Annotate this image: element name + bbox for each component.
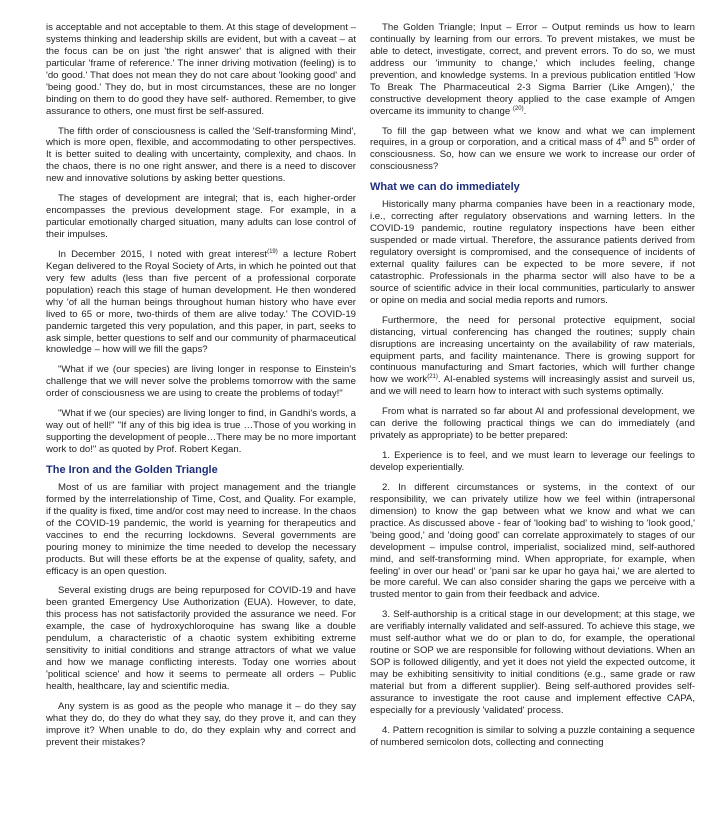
text-run: . <box>523 105 527 117</box>
paragraph: Most of us are familiar with project management and the triangle formed by the interrelationship of Time, Cost, and Quality. For example, if the quality is fixed, time and/or cost may need to increase. In the chaos of the COVID-19 pandemic, the world is yearning for therapeutics and vaccines to end the recurring lockdowns. Several governments are pouring money to minimize the time needed to develop the necessary products. But will these efforts be at the expense of quality, safety, and efficacy is an open question. <box>46 481 356 577</box>
paragraph <box>370 315 695 399</box>
right-column <box>370 22 695 834</box>
text-run: order of consciousness. So, how can we ensure we work to increase our order of consciousness? <box>370 137 695 173</box>
list-item: 2. In different circumstances or systems, in the context of our responsibility, we can privately utilize how we feel within (intrapersonal dimension) to know the gap between what we know and what we can practice. As discussed above - fear of 'looking bad' to wishing to 'look good,' 'being good,' and 'doing good' can correlate approximately to stages of our development – impulse control, imperialist, socialized mind, self-authored mind, and self-transforming mind. When appropriate, for example, when feeling' in over our head' or 'pani sar ke upar ho gaya hai,' we are alerted to be more careful. We can also consider sharing the gaps we perceive with a trusted mentor to gain from their feedback and advice. <box>370 481 695 601</box>
text-run: and 5 <box>626 137 654 149</box>
section-heading: What we can do immediately <box>370 181 520 194</box>
ordinal-superscript: th <box>621 137 627 144</box>
text-run: a lecture Robert Kegan delivered to the Royal Society of Arts, in which he pointed out that very few adults (less than five percent of a professional corporate population) reach this stage of human development. He then wondered why 'of all the human beings throughout human history who have ever lived to 65 or more, two-thirds of them are alive today.' The COVID-19 pandemic targeted this very population, and this paper, in part, seeks to ask simple, better questions to self and our community of pharmaceutical knowledge – how will we fill the gaps? <box>46 248 356 356</box>
paragraph: is acceptable and not acceptable to them. At this stage of development – systems thinking and leadership skills are evident, but with a caveat – at the focus can be on just 'the right answer' that is aligned with their particular 'frame of reference.' The inner driving motivation (feeling) is to 'do good.' That does not mean they do not care about 'looking good' and 'being good.' They do, but in most circumstances, these are no longer binding on them to do good they have self- authored. Remember, to give assurance to others, one must first be self-assured. <box>46 22 356 117</box>
ordinal-superscript: th <box>653 137 659 144</box>
paragraph: From what is narrated so far about AI and professional development, we can derive the following practical things we can do immediately (and privately as appropriate) to be better prepared: <box>370 406 695 442</box>
text-run: Furthermore, the need for personal protective equipment, social distancing, virtual conferencing has changed the routines; supply chain disruptions are increasing uncertainty on the availability of raw materials, equipment parts, and facility maintenance. There is growing support for continuous manufacturing and Smart factories, which will further change how we work <box>370 314 695 386</box>
citation-superscript: (20) <box>512 105 524 112</box>
text-run: The Golden Triangle; Input – Error – Output reminds us how to learn continually by learning from our errors. To prevent mistakes, we must be able to detect, investigate, correct, and prevent errors. To do so, we must address our 'immunity to change,' which includes feeling, change prevention, and knowledge systems. In a previous publication entitled 'How To Break The Pharmaceutical 2-3 Sigma Barrier (Like Amgen),' the constructive development theory applied to the case example of Amgen overcame its immunity to change <box>370 22 695 117</box>
text-run: In December 2015, I noted with great interest <box>58 248 268 260</box>
paragraph <box>370 22 695 118</box>
list-item: 1. Experience is to feel, and we must learn to leverage our feelings to develop experientially. <box>370 450 695 473</box>
paragraph: "What if we (our species) are living longer to find, in Gandhi's words, a way out of hell!" "If any of this big idea is true …Those of you working in supporting the development of people…There may be no more important work to do!" as quoted by Prof. Robert Kegan. <box>46 408 356 455</box>
citation-superscript: (19) <box>267 248 278 255</box>
paragraph: The fifth order of consciousness is called the 'Self-transforming Mind', which is more open, flexible, and accommodating to other perspectives. It is better suited to dealing with uncertainty, complexity, and chaos. In the chaos, there is no one right answer, and there is a need to discover new and innovative solutions by asking better questions. <box>46 125 356 185</box>
text-run: . AI-enabled systems will increasingly assist and surveil us, and we will need to learn how to interact with such systems optimally. <box>370 374 696 398</box>
section-heading: The Iron and the Golden Triangle <box>46 463 218 476</box>
paragraph: Historically many pharma companies have been in a reactionary mode, i.e., correcting after regulatory observations and warning letters. In the COVID-19 pandemic, routine regulatory inspections have been either suspended or made virtual. Therefore, the assurance patients derived from regulatory oversight is compromised, and the consequence of incidents of external quality failures can be expected to be more severe, if not catastrophic. Professionals in the pharma sector will also have to be a source of scientific advice in their local communities, particularly to answer or opine on media and social media reports and rumors. <box>370 199 695 306</box>
paragraph <box>370 126 695 174</box>
paragraph <box>46 249 356 356</box>
text-run: To fill the gap between what we know and what we can implement requires, in a group or corporation, and a critical mass of 4 <box>370 125 695 149</box>
list-item: 4. Pattern recognition is similar to solving a puzzle containing a sequence of numbered semicolon dots, collecting and connecting <box>370 724 695 748</box>
citation-superscript: (21) <box>427 374 438 381</box>
left-column <box>46 22 356 834</box>
paragraph: The stages of development are integral; that is, each higher-order encompasses the previous development stage. For example, in a particular emotionally charged situation, many adults can lose control of their impulses. <box>46 193 356 240</box>
paragraph: Any system is as good as the people who manage it – do they say what they do, do they do what they say, do they prove it, and can they improve it? When unable to do, do they explain why and correct and prevent their mistakes? <box>46 700 356 748</box>
list-item: 3. Self-authorship is a critical stage in our development; at this stage, we are verifiably internally validated and self-assured. To achieve this stage, we must self-author what we do or plan to do, for example, the operational routine or SOP we are responsible for following without deviations. When an SOP is followed diligently, and yet it does not yield the expected outcome, it may be exhibiting sensitivity to initial conditions (e.g., same grade or raw material but from a different supplier). Being self-authored provides self-assurance to investigate the root cause and implement effective CAPA, especially for a previously 'validated' process. <box>370 609 695 716</box>
paragraph: "What if we (our species) are living longer in response to Einstein's challenge that we will never solve the problems tomorrow with the same order of consciousness we are using to create the problems of today!" <box>46 364 356 400</box>
paragraph: Several existing drugs are being repurposed for COVID-19 and have been granted Emergency Use Authorization (EUA). However, to date, this process has not satisfactorily provided the assurance we need. For example, the case of hydroxychloroquine has swang like a double pendulum, a characteristic of a chaotic system exhibiting extreme sensitivity to initial conditions and strange attractors of what we value and how we manage conflicting interests. Today one worries about 'political science' and how it seems to permeate all orders – Public health, healthcare, lay and scientific media. <box>46 585 356 692</box>
